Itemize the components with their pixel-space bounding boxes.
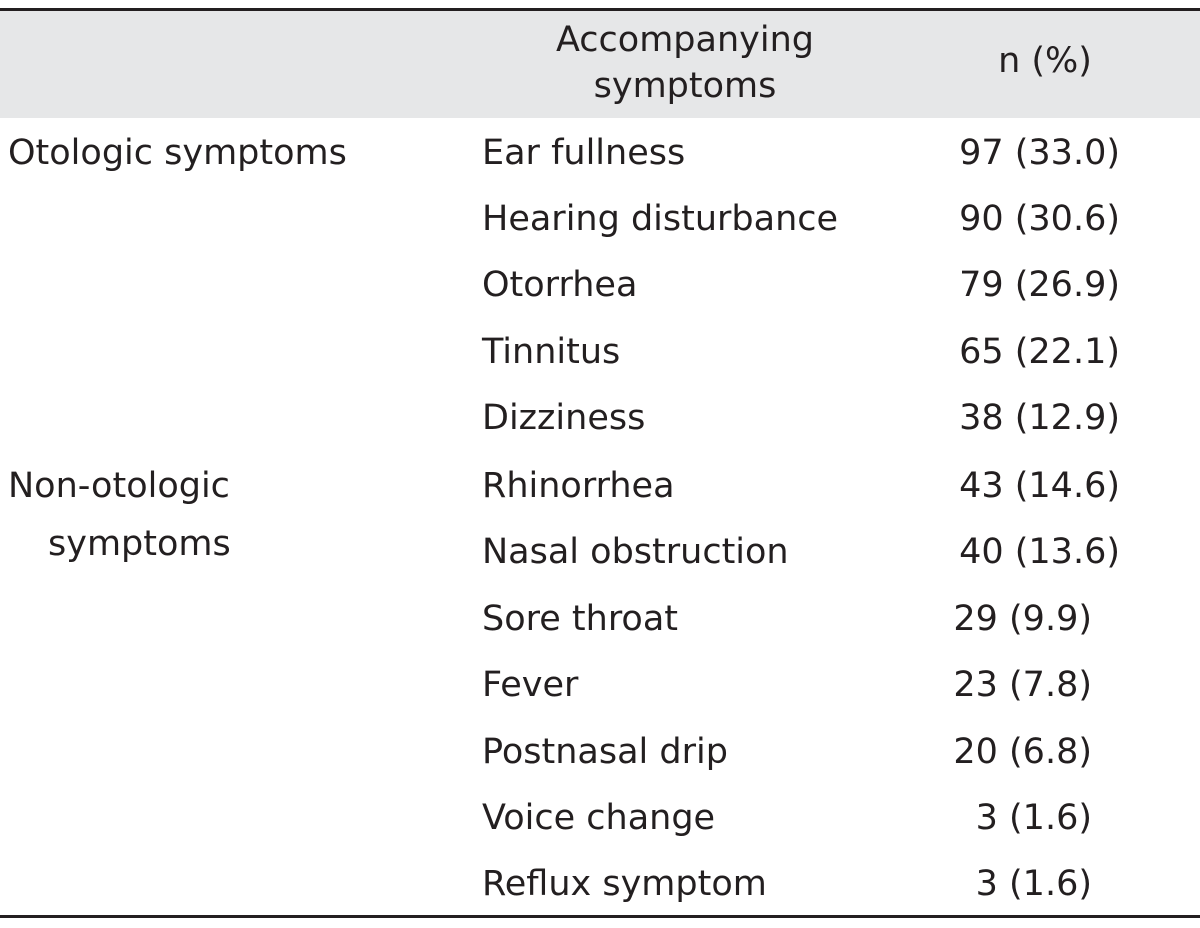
symptom-value: 23 (7.8) bbox=[953, 665, 1092, 705]
symptom-label: Fever bbox=[482, 665, 579, 705]
category-otologic: Otologic symptoms bbox=[8, 133, 347, 173]
symptom-label: Postnasal drip bbox=[482, 732, 728, 772]
column-header-symptoms-line2: symptoms bbox=[593, 66, 777, 106]
symptom-value: 79 (26.9) bbox=[959, 265, 1120, 305]
symptom-label: Otorrhea bbox=[482, 265, 638, 305]
symptom-value: 38 (12.9) bbox=[959, 398, 1120, 438]
symptom-value: 20 (6.8) bbox=[953, 732, 1092, 772]
symptom-label: Reflux symptom bbox=[482, 864, 767, 904]
symptom-value: 3 (1.6) bbox=[975, 864, 1092, 904]
column-header-symptoms bbox=[460, 17, 910, 109]
symptom-label: Hearing disturbance bbox=[482, 199, 839, 239]
symptom-label: Tinnitus bbox=[482, 332, 621, 372]
column-header-symptoms-line1: Accompanying bbox=[555, 20, 814, 60]
symptom-value: 3 (1.6) bbox=[975, 798, 1092, 838]
symptom-label: Nasal obstruction bbox=[482, 532, 789, 572]
symptom-value: 40 (13.6) bbox=[959, 532, 1120, 572]
symptom-label: Dizziness bbox=[482, 398, 646, 438]
column-header-n: n (%) bbox=[998, 41, 1092, 81]
symptom-value: 65 (22.1) bbox=[959, 332, 1120, 372]
category-non-otologic-line2: symptoms bbox=[48, 524, 231, 564]
symptom-value: 29 (9.9) bbox=[953, 599, 1092, 639]
symptom-label: Voice change bbox=[482, 798, 716, 838]
symptom-value: 90 (30.6) bbox=[959, 199, 1120, 239]
symptom-value: 43 (14.6) bbox=[959, 466, 1120, 506]
symptom-label: Sore throat bbox=[482, 599, 679, 639]
symptom-value: 97 (33.0) bbox=[959, 133, 1120, 173]
table-bottom-rule bbox=[0, 915, 1200, 918]
category-non-otologic-line1: Non-otologic bbox=[8, 466, 230, 506]
symptom-label: Rhinorrhea bbox=[482, 466, 675, 506]
symptom-label: Ear fullness bbox=[482, 133, 686, 173]
category-non-otologic bbox=[8, 466, 231, 564]
